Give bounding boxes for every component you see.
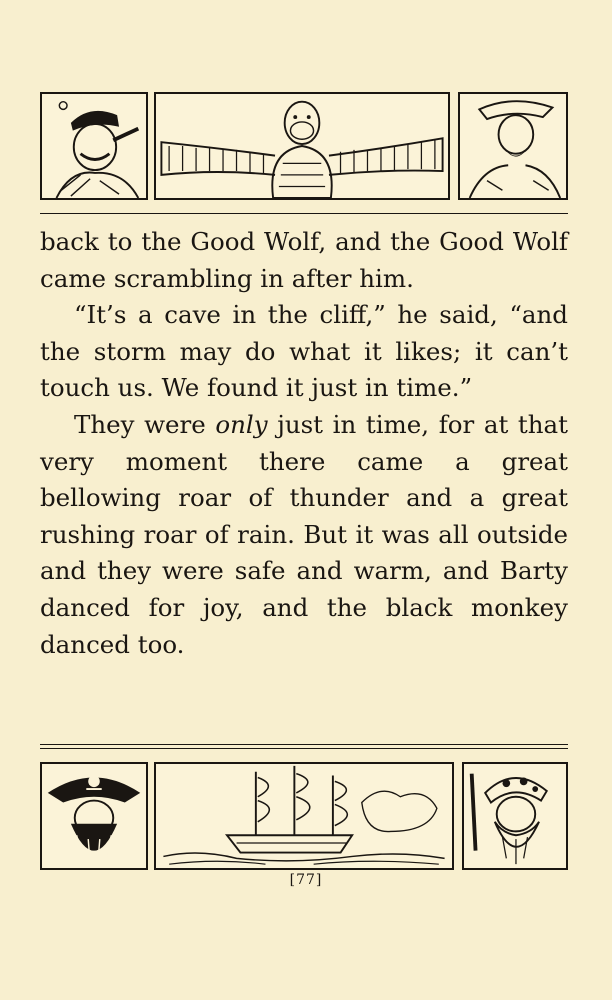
paragraph-3-end: just in time, for at that very moment there came a great bellowing roar of thunder and a great rushing roar of rain. But it was all outside and they were safe and warm, and Barty danced for joy, and the black monkey danced too. (40, 409, 568, 659)
sailor-with-pipe-icon (40, 92, 148, 200)
paragraph-2: “It’s a cave in the cliff,” he said, “and the storm may do what it likes; it can’t touch us. We found it just in time.” (40, 300, 568, 403)
paragraph-3 (40, 407, 568, 663)
top-illustration-band (40, 92, 568, 200)
paragraph-1: back to the Good Wolf, and the Good Wolf came scrambling in after him. (40, 227, 568, 293)
sailing-ship-icon (154, 762, 454, 870)
monkey-arms-outstretched-icon (154, 92, 450, 200)
paragraph-3-start: They were (74, 409, 216, 439)
bearded-pirate-icon (458, 92, 568, 200)
bottom-illustration-band (40, 762, 568, 870)
emphasized-word: only (215, 409, 268, 439)
page-number: [77] (289, 872, 323, 888)
bearded-pirate-bandana-icon (462, 762, 568, 870)
bottom-rule (40, 744, 568, 749)
top-rule (40, 213, 568, 214)
skull-hat-pirate-icon (40, 762, 148, 870)
story-text (40, 224, 568, 663)
